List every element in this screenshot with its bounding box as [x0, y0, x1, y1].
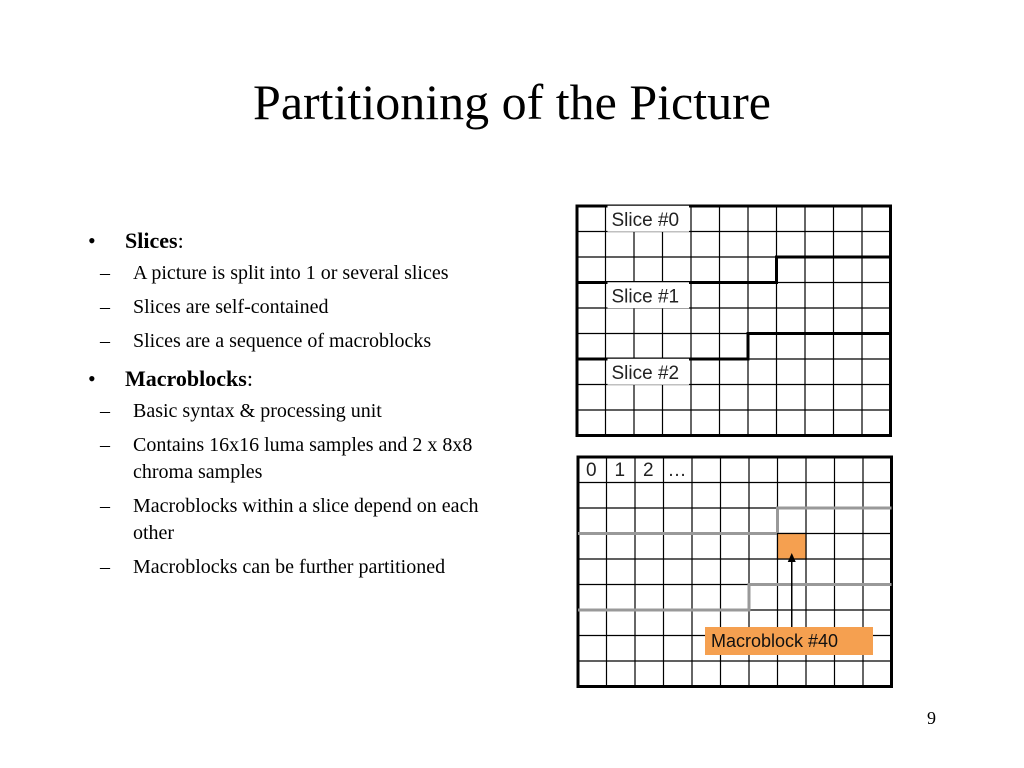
slice-label: Slice #0: [611, 209, 680, 231]
sub-item: – Slices are a sequence of macroblocks: [100, 330, 432, 352]
slice-boundary: [577, 334, 891, 360]
slice-label: Slice #1: [611, 286, 680, 308]
sub-item: – Macroblocks within a slice depend on each other: [100, 495, 479, 544]
macroblock-callout-label: Macroblock #40: [711, 631, 839, 651]
bullet-macroblocks: • Macroblocks: – Basic syntax & processing unit – Contains 16x16 luma samples and 2 x 8x8 chroma samples – Macroblocks within a slice depend on each other – Macroblocks can be further partitioned: [88, 364, 538, 581]
sub-item: – Slices are self-contained: [100, 296, 329, 318]
macroblock-index-label: 2: [643, 460, 654, 481]
page-number: 9: [927, 708, 936, 728]
sub-item: – A picture is split into 1 or several slices: [100, 262, 449, 284]
slice-boundary: [577, 257, 891, 283]
bullet-slices: • Slices: – A picture is split into 1 or several slices – Slices are self-contained – Slices are a sequence of macroblocks: [88, 226, 538, 355]
sub-item: – Basic syntax & processing unit: [100, 400, 382, 422]
slice-boundary: [578, 508, 892, 534]
slide-title: Partitioning of the Picture: [253, 74, 771, 130]
macroblock-grid-diagram: [578, 457, 892, 687]
slice-boundary: [578, 585, 892, 611]
slice-label: Slice #2: [611, 362, 680, 384]
macroblock-index-label: …: [667, 460, 687, 481]
bullet-dot: •: [88, 366, 96, 391]
macroblock-index-label: 0: [586, 460, 597, 481]
slice-grid-diagram: [577, 206, 891, 436]
bullet-heading: Macroblocks: [125, 366, 247, 391]
sub-item: – Contains 16x16 luma samples and 2 x 8x8 chroma samples: [100, 434, 473, 483]
macroblock-index-label: 1: [614, 460, 626, 481]
bullet-dot: •: [88, 228, 96, 253]
slice-grid-frame: [577, 206, 891, 436]
bullet-heading: Slices: [125, 228, 178, 253]
sub-item: – Macroblocks can be further partitioned: [100, 556, 446, 578]
